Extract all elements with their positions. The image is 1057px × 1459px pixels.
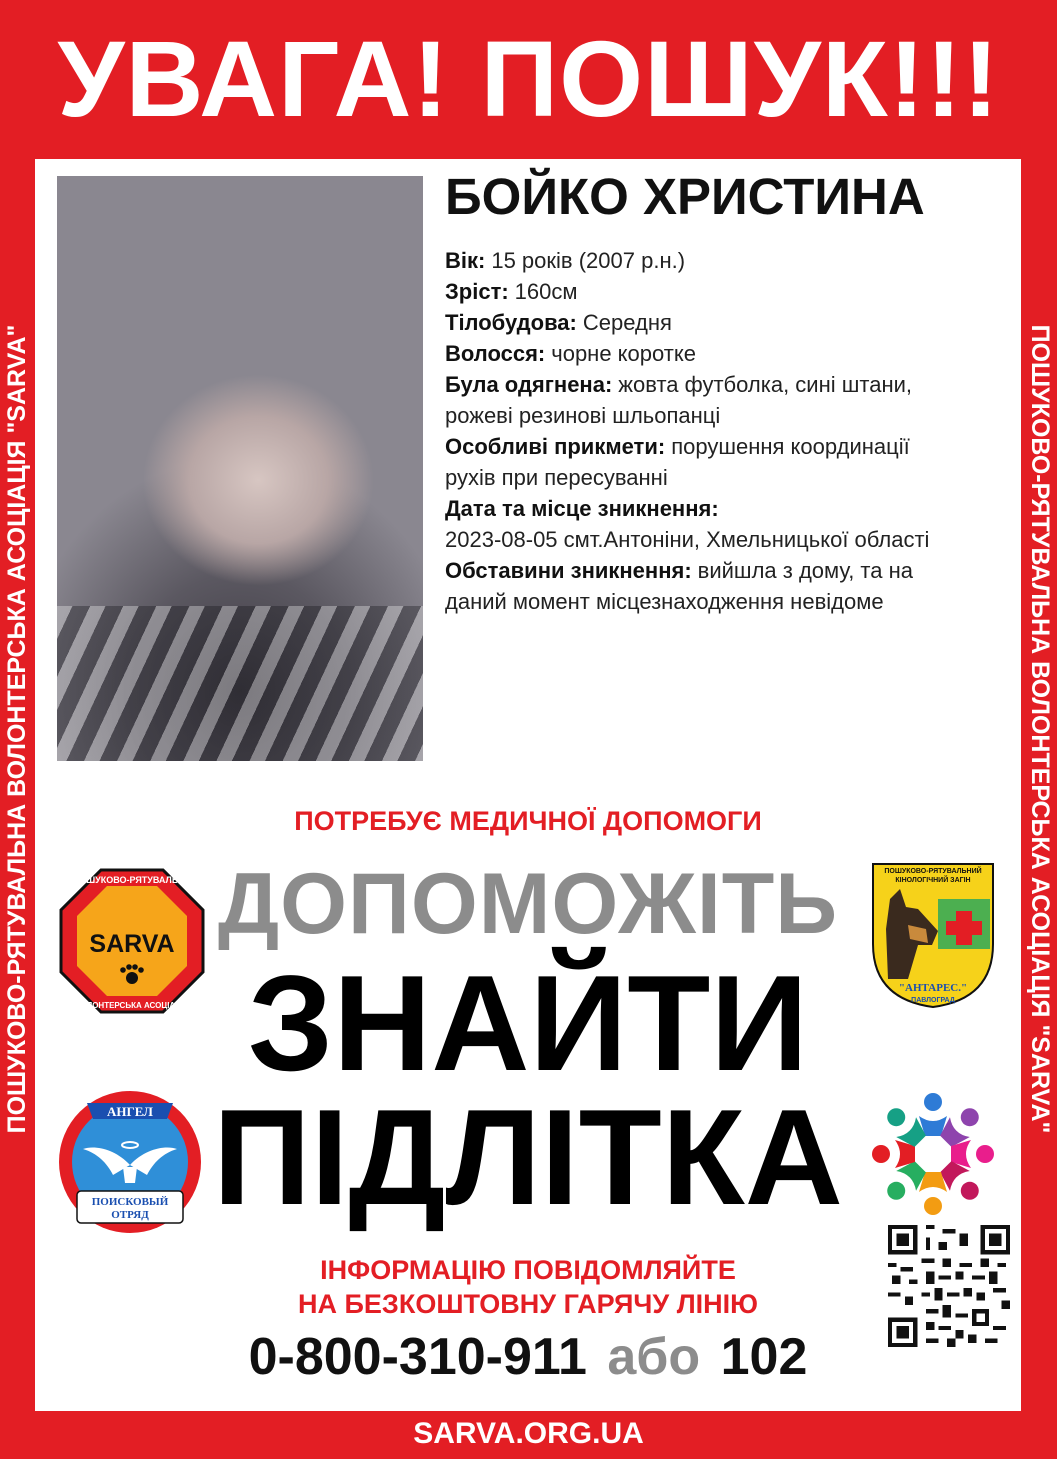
- detail-circumstances-cont: даний момент місцезнаходження невідоме: [445, 589, 884, 614]
- hotline-number[interactable]: 0-800-310-911: [248, 1328, 587, 1386]
- medical-note: ПОТРЕБУЄ МЕДИЧНОЇ ДОПОМОГИ: [294, 806, 762, 836]
- side-text-left: ПОШУКОВО-РЯТУВАЛЬНА ВОЛОНТЕРСЬКА АСОЦІАЦІЯ "SARVA": [3, 324, 31, 1134]
- phone-or: або: [607, 1328, 701, 1386]
- find-heading: ЗНАЙТИ: [247, 947, 809, 1099]
- angel-logo: [55, 1087, 205, 1237]
- teen-heading: ПІДЛІТКА: [213, 1081, 843, 1233]
- page-title: УВАГА! ПОШУК!!!: [57, 18, 1000, 139]
- photo-clothing: [57, 606, 423, 761]
- detail-clothing-cont: рожеві резинові шльопанці: [445, 403, 721, 428]
- poster-panel: [35, 159, 1021, 1411]
- detail-age: Вік: 15 років (2007 р.н.): [445, 248, 686, 273]
- detail-features: Особливі прикмети: порушення координації: [445, 434, 910, 459]
- svg-text:SARVA: SARVA: [89, 930, 175, 958]
- antares-logo: [868, 859, 998, 1009]
- person-details: [445, 245, 1005, 617]
- detail-build: Тілобудова: Середня: [445, 310, 672, 335]
- svg-text:"АНТАРЕС.": "АНТАРЕС.": [898, 982, 968, 994]
- missing-person-photo: [57, 176, 423, 761]
- detail-circumstances: Обставини зникнення: вийшла з дому, та на: [445, 558, 913, 583]
- detail-date-place: Дата та місце зникнення:: [445, 496, 719, 521]
- svg-text:ПАВЛОГРАД: ПАВЛОГРАД: [911, 997, 955, 1004]
- website-link[interactable]: SARVA.ORG.UA: [413, 1417, 644, 1450]
- svg-text:КІНОЛОГІЧНИЙ ЗАГІН: КІНОЛОГІЧНИЙ ЗАГІН: [895, 877, 971, 884]
- emergency-number[interactable]: 102: [720, 1328, 808, 1386]
- people-circle-logo: [858, 1079, 1008, 1229]
- sarva-logo: [57, 866, 207, 1016]
- svg-text:ОТРЯД: ОТРЯД: [111, 1209, 149, 1221]
- detail-height: Зріст: 160см: [445, 279, 578, 304]
- svg-text:ВОЛОНТЕРСЬКА АСОЦІАЦІЯ: ВОЛОНТЕРСЬКА АСОЦІАЦІЯ: [74, 1001, 190, 1010]
- help-heading: ДОПОМОЖІТЬ: [217, 856, 839, 952]
- phone-numbers: [35, 1327, 1021, 1387]
- svg-text:ПОШУКОВО-РЯТУВАЛЬНИЙ: ПОШУКОВО-РЯТУВАЛЬНИЙ: [884, 868, 982, 875]
- side-text-right: ПОШУКОВО-РЯТУВАЛЬНА ВОЛОНТЕРСЬКА АСОЦІАЦІЯ "SARVA": [1026, 324, 1054, 1134]
- report-line-2: НА БЕЗКОШТОВНУ ГАРЯЧУ ЛІНІЮ: [298, 1289, 758, 1319]
- detail-date-place-value: 2023-08-05 смт.Антоніни, Хмельницької області: [445, 527, 930, 552]
- detail-clothing: Була одягнена: жовта футболка, сині штани,: [445, 372, 913, 397]
- svg-text:ПОИСКОВЫЙ: ПОИСКОВЫЙ: [91, 1196, 169, 1208]
- report-instructions: [35, 1253, 1021, 1321]
- detail-hair: Волосся: чорне коротке: [445, 341, 696, 366]
- qr-code-icon[interactable]: [888, 1225, 1010, 1347]
- report-line-1: ІНФОРМАЦІЮ ПОВІДОМЛЯЙТЕ: [320, 1255, 736, 1285]
- detail-features-cont: рухів при пересуванні: [445, 465, 668, 490]
- svg-text:АНГЕЛ: АНГЕЛ: [107, 1104, 153, 1119]
- person-name: БОЙКО ХРИСТИНА: [445, 168, 925, 225]
- svg-text:ПОШУКОВО-РЯТУВАЛЬНА: ПОШУКОВО-РЯТУВАЛЬНА: [72, 875, 192, 885]
